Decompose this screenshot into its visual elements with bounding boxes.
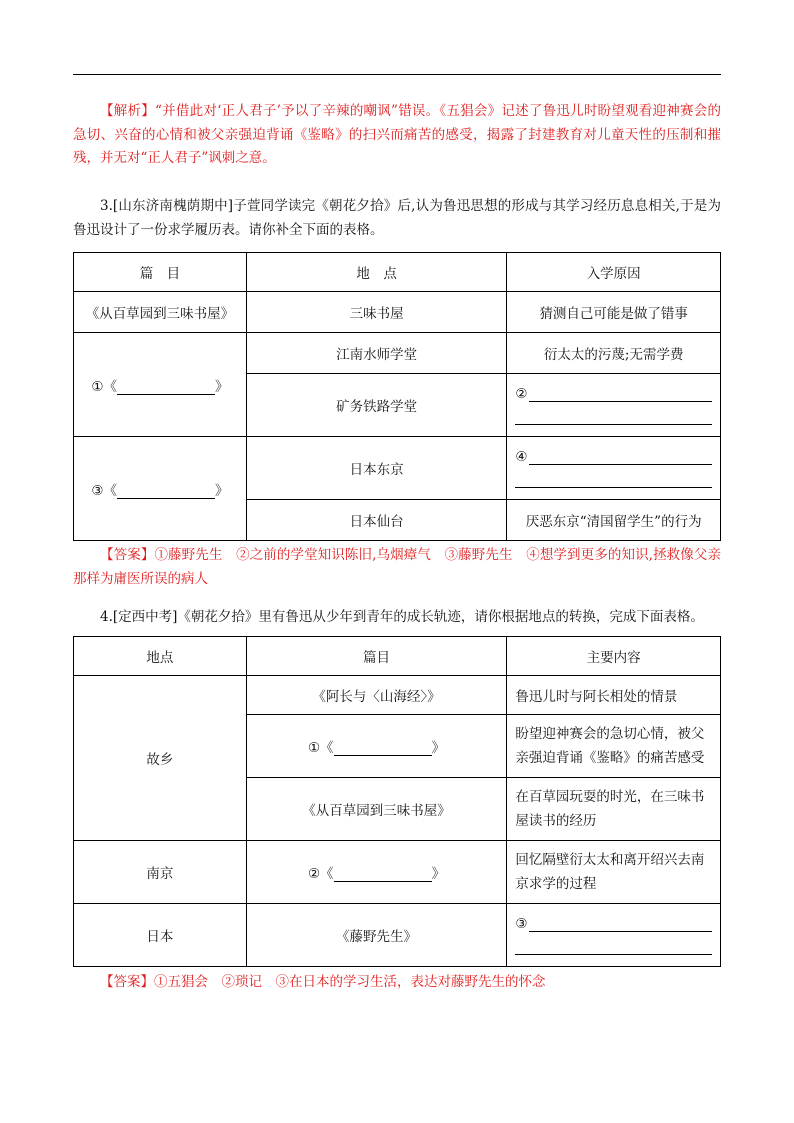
- q3-answer-text: ①藤野先生 ②之前的学堂知识陈旧,乌烟瘴气 ③藤野先生 ④想学到更多的知识,拯救像父亲那样为庸医所误的病人: [73, 547, 721, 587]
- analysis-text: “并借此对‘正人君子’予以了辛辣的嘲讽”错误。《五猖会》记述了鲁迅儿时盼望观看迎神赛会的急切、兴奋的心情和被父亲强迫背诵《鉴略》的扫兴而痛苦的感受，揭露了封建教育对儿童天性的压制和摧残，并无对“正人君子”讽刺之意。: [73, 103, 721, 166]
- q3-blank2-num: ②: [515, 386, 528, 402]
- q3-prompt: 3.[山东济南槐荫期中]子萱同学读完《朝花夕拾》后,认为鲁迅思想的形成与其学习经历息息相关,于是为鲁迅设计了一份求学履历表。请你补全下面的表格。: [73, 198, 721, 238]
- q3-blank1-cell[interactable]: [74, 333, 247, 437]
- q4-blank3-line1[interactable]: [529, 915, 712, 932]
- q4-place1: 故乡: [74, 676, 247, 841]
- q3-blank2-line1[interactable]: [529, 385, 712, 402]
- table-row: [74, 333, 721, 374]
- q4-place3: 日本: [74, 904, 247, 967]
- q3-blank3-suffix: 》: [215, 482, 229, 499]
- q4-blank1-suffix: 》: [431, 740, 446, 756]
- q3-r3-place: 矿务铁路学堂: [246, 374, 506, 437]
- q3-header-place: 地 点: [246, 253, 506, 292]
- q4-blank3-line2[interactable]: [515, 932, 712, 955]
- q4-blank2-cell[interactable]: [246, 841, 507, 904]
- q4-blank1-cell[interactable]: [246, 715, 507, 778]
- q4-r3-title: 《从百草园到三味书屋》: [246, 778, 507, 841]
- q4-answer-tag: 【答案】: [100, 974, 154, 990]
- q3-table: [73, 252, 721, 541]
- q3-blank2-line2[interactable]: [515, 402, 712, 425]
- table-row: [74, 841, 721, 904]
- q4-r1-content: 鲁迅儿时与阿长相处的情景: [507, 676, 721, 715]
- q3-blank3-cell[interactable]: [74, 437, 247, 541]
- q3-r2-place: 江南水师学堂: [246, 333, 506, 374]
- q3-blank4-cell[interactable]: [507, 437, 721, 500]
- q4-header-title: 篇目: [246, 637, 507, 676]
- q4-r4-content: 回忆隔壁衍太太和离开绍兴去南京求学的过程: [507, 841, 721, 904]
- analysis-tag: 【解析】: [100, 103, 155, 119]
- q4-table: [73, 636, 721, 967]
- q3-blank4-line1[interactable]: [529, 448, 712, 465]
- q4-blank1-line[interactable]: [334, 741, 432, 756]
- q3-r4-place: 日本东京: [246, 437, 506, 500]
- q4-answer: [73, 971, 721, 995]
- table-row: [74, 676, 721, 715]
- q3-blank3-line[interactable]: [117, 484, 215, 499]
- q3-answer: [73, 544, 721, 591]
- q3-header-title: 篇 目: [74, 253, 247, 292]
- q3-blank1-prefix: ①《: [91, 378, 117, 395]
- q3-blank4-num: ④: [515, 449, 528, 465]
- q4-blank3-cell[interactable]: [507, 904, 721, 967]
- q4-r3-content: 在百草园玩耍的时光，在三味书屋读书的经历: [507, 778, 721, 841]
- q3-blank4-line2[interactable]: [515, 465, 712, 488]
- table-row: [74, 904, 721, 967]
- q3-r5-place: 日本仙台: [246, 500, 506, 541]
- q4-blank3-num: ③: [515, 916, 528, 932]
- table-row: [74, 437, 721, 500]
- q4-blank2-prefix: ②《: [307, 866, 334, 882]
- q4-r5-title: 《藤野先生》: [246, 904, 507, 967]
- q4-blank2-suffix: 》: [431, 866, 446, 882]
- analysis-paragraph: [73, 100, 721, 171]
- q3-r1-place: 三味书屋: [246, 292, 506, 333]
- q4-prompt: 4.[定西中考]《朝花夕拾》里有鲁迅从少年到青年的成长轨迹，请你根据地点的转换，完成下面表格。: [100, 609, 704, 625]
- q3-blank3-prefix: ③《: [91, 482, 117, 499]
- q3-r1-title: 《从百草园到三味书屋》: [74, 292, 247, 333]
- q3-blank1-suffix: 》: [215, 378, 229, 395]
- q4-answer-text: ①五猖会 ②琐记 ③在日本的学习生活，表达对藤野先生的怀念: [154, 974, 546, 990]
- q3-blank1-line[interactable]: [117, 380, 215, 395]
- q4-r2-content: 盼望迎神赛会的急切心情，被父亲强迫背诵《鉴略》的痛苦感受: [507, 715, 721, 778]
- q3-answer-tag: 【答案】: [100, 547, 155, 563]
- q4-blank1-prefix: ①《: [307, 740, 334, 756]
- q3-r5-reason: 厌恶东京“清国留学生”的行为: [507, 500, 721, 541]
- q3-header-reason: 入学原因: [507, 253, 721, 292]
- q3-r1-reason: 猜测自己可能是做了错事: [507, 292, 721, 333]
- q3-header-row: [74, 253, 721, 292]
- q3-r2-reason: 衍太太的污蔑;无需学费: [507, 333, 721, 374]
- q4-r1-title: 《阿长与〈山海经〉》: [246, 676, 507, 715]
- q4-place2: 南京: [74, 841, 247, 904]
- q4-header-place: 地点: [74, 637, 247, 676]
- header-rule: [73, 74, 721, 75]
- q4-blank2-line[interactable]: [334, 867, 432, 882]
- q4-header-row: [74, 637, 721, 676]
- table-row: [74, 292, 721, 333]
- q3-blank2-cell[interactable]: [507, 374, 721, 437]
- q4-header-content: 主要内容: [507, 637, 721, 676]
